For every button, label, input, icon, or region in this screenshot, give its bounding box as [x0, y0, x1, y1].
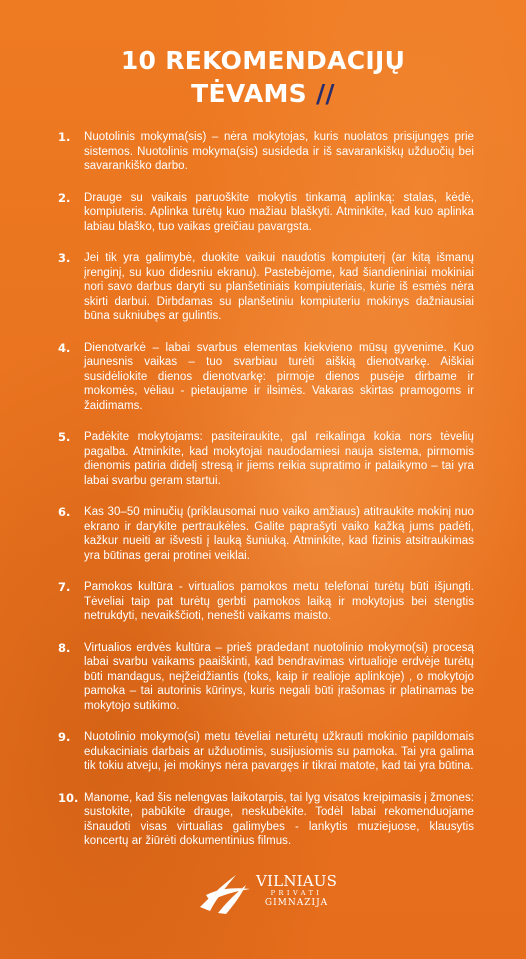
- swoosh-logo-icon: [196, 867, 254, 915]
- item-text: Kas 30–50 minučių (priklausomai nuo vaiko amžiaus) atitraukite mokinį nuo ekrano ir darykite pertraukėles. Galite paprašyti vaiko kažką jums padėti, kažkur nueiti ar išvesti į lauką šuniuką. Atminkite, kad fizinis atsitraukimas yra būtinas gerai protinei veiklai.: [84, 506, 474, 562]
- item-number: 7.: [58, 580, 71, 594]
- title-slash-accent: //: [315, 79, 335, 108]
- title-line-2: [0, 77, 526, 110]
- list-item: [58, 251, 474, 324]
- list-item: [58, 791, 474, 849]
- list-item: [58, 430, 474, 488]
- item-number: 10.: [58, 790, 79, 805]
- item-text: Nuotolinio mokymo(si) metu tėveliai neturėtų užkrauti mokinio papildomais edukaciniais darbais ar užduotimis, susijusiomis su pamoka. Tai yra galima tik tokiu atveju, jei mokinys nėra pavargęs ir tikrai matote, kad tai yra būtina.: [84, 731, 474, 772]
- list-item: [58, 341, 474, 414]
- list-item: [58, 730, 474, 774]
- item-number: 4.: [58, 340, 71, 355]
- title-word: TĖVAMS: [191, 79, 307, 108]
- title-line-1: 10 REKOMENDACIJŲ: [120, 46, 406, 75]
- recommendations-list: [58, 130, 474, 849]
- item-number: 6.: [58, 505, 71, 519]
- item-number: 2.: [58, 190, 71, 205]
- list-item: [58, 130, 474, 174]
- list-item: [58, 641, 474, 714]
- list-item: [58, 191, 474, 235]
- page-title: [0, 44, 526, 110]
- list-item: [58, 580, 474, 624]
- logo-subtitle-1: PRIVATI: [270, 889, 323, 897]
- item-text: Virtualios erdvės kultūra – prieš pradedant nuotolinio mokymo(si) procesą labai svarbu vaikams paaiškinti, kad bendravimas virtualioje erdvėje turėtų būti mandagus, neįžeidžiantis (toks, kaip ir realioje aplinkoje) , o mokytojo pamoka – tai autorinis kūrinys, kuris negali būti įrašomas ir platinamas be mokytojo sutikimo.: [84, 641, 474, 712]
- logo-wordmark: [256, 873, 337, 909]
- item-text: Nuotolinis mokyma(sis) – nėra mokytojas, kuris nuolatos prisijungęs prie sistemos. Nuotolinis mokyma(sis) susideda ir iš savarankiškų užduočių bei savarankiško darbo.: [84, 131, 474, 172]
- item-text: Dienotvarkė – labai svarbus elementas kiekvieno mūsų gyvenime. Kuo jaunesnis vaikas – tuo svarbiau turėti aiškią dienotvarkę. Aiškiai susidėliokite dienos dienotvarkę: pirmoje dienos pusėje dirbame ir mokomės, vėliau - pietaujame ir ilsimės. Vakaras skirtas pramogoms ir žaidimams.: [84, 341, 474, 412]
- item-number: 1.: [58, 130, 71, 144]
- item-text: Pamokos kultūra - virtualios pamokos metu telefonai turėtų būti išjungti. Tėveliai taip pat turėtų gerbti pamokos laiką ir mokytojus bei stengtis netrukdyti, nevaikščioti, nenešti vaikams maisto.: [84, 581, 474, 622]
- logo-subtitle-2: GIMNAZIJA: [264, 898, 329, 908]
- item-number: 8.: [58, 640, 71, 655]
- item-text: Padėkite mokytojams: pasiteiraukite, gal reikalinga kokia nors tėvelių pagalba. Atminkite, kad mokytojai naudodamiesi nauja sistema, pirmomis dienomis patiria didelį stresą ir jiems reikia supratimo ir palaikymo – tai yra labai svarbu geram startui.: [84, 431, 474, 487]
- school-logo: [196, 866, 346, 916]
- item-number: 9.: [58, 730, 71, 744]
- item-text: Drauge su vaikais paruoškite mokytis tinkamą aplinką: stalas, kėdė, kompiuteris. Aplinka turėtų kuo mažiau blaškyti. Atminkite, kad kuo aplinka labiau blaško, tuo vaikas greičiau pavargsta.: [84, 191, 474, 233]
- item-number: 3.: [58, 251, 71, 265]
- item-text: Jei tik yra galimybė, duokite vaikui naudotis kompiuterį (ar kitą išmanų įrenginį, su kuo didesniu ekranu). Pastebėjome, kad šiandieniniai mokiniai nori savo darbus daryti su planšetiniais kompiuteriais, kurie iš esmės nėra skirti darbui. Dirbdamas su planšetiniu kompiuteriu mokinys dažniausiai būna sukniubęs ar gulintis.: [84, 252, 474, 322]
- item-text: Manome, kad šis nelengvas laikotarpis, tai lyg visatos kreipimasis į žmones: sustokite, pabūkite drauge, neskubėkite. Todėl labai rekomenduojame išnaudoti visas virtualias galimybes - lankytis muziejuose, klausytis koncertų ar žiūrėti dokumentinius filmus.: [84, 791, 474, 847]
- item-number: 5.: [58, 430, 71, 444]
- list-item: [58, 505, 474, 563]
- logo-name: VILNIAUS: [256, 872, 338, 890]
